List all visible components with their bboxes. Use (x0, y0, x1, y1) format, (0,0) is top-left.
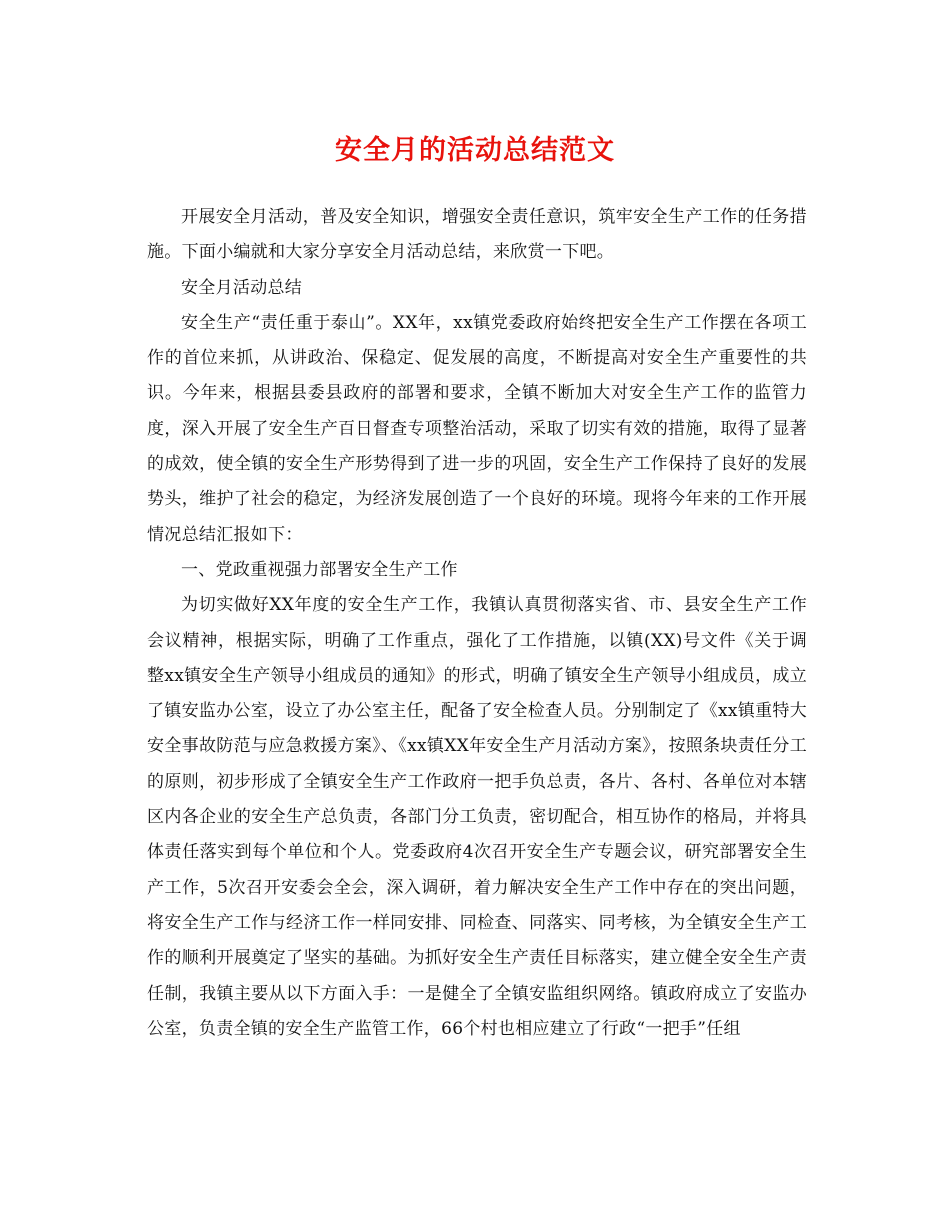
document-body (147, 200, 807, 1047)
intro-paragraph: 开展安全月活动，普及安全知识，增强安全责任意识，筑牢安全生产工作的任务措施。下面小编就和大家分享安全月活动总结，来欣赏一下吧。 (147, 207, 807, 263)
summary-paragraph: 安全生产“责任重于泰山”。XX年，xx镇党委政府始终把安全生产工作摆在各项工作的首位来抓，从讲政治、保稳定、促发展的高度，不断提高对安全生产重要性的共识。今年来，根据县委县政府的部署和要求，全镇不断加大对安全生产工作的监管力度，深入开展了安全生产百日督查专项整治活动，采取了切实有效的措施，取得了显著的成效，使全镇的安全生产形势得到了进一步的巩固，安全生产工作保持了良好的发展势头，维护了社会的稳定，为经济发展创造了一个良好的环境。现将今年来的工作开展情况总结汇报如下： (147, 312, 807, 545)
document-title: 安全月的活动总结范文 (335, 135, 615, 166)
body-paragraph: 为切实做好XX年度的安全生产工作，我镇认真贯彻落实省、市、县安全生产工作会议精神，根据实际，明确了工作重点，强化了工作措施，以镇(XX)号文件《关于调整xx镇安全生产领导小组成员的通知》的形式，明确了镇安全生产领导小组成员，成立了镇安监办公室，设立了办公室主任，配备了安全检查人员。分别制定了《xx镇重特大安全事故防范与应急救援方案》、《xx镇XX年安全生产月活动方案》，按照条块责任分工的原则，初步形成了全镇安全生产工作政府一把手负总责，各片、各村、各单位对本辖区内各企业的安全生产总负责，各部门分工负责，密切配合，相互协作的格局，并将具体责任落实到每个单位和个人。党委政府4次召开安全生产专题会议，研究部署安全生产工作，5次召开安委会全会，深入调研，着力解决安全生产工作中存在的突出问题，将安全生产工作与经济工作一样同安排、同检查、同落实、同考核，为全镇安全生产工作的顺利开展奠定了坚实的基础。为抓好安全生产责任目标落实，建立健全安全生产责任制，我镇主要从以下方面入手：一是健全了全镇安监组织网络。镇政府成立了安监办公室，负责全镇的安全生产监管工作，66个村也相应建立了行政“一把手”任组 (147, 595, 807, 1039)
section-heading: 一、党政重视强力部署安全生产工作 (181, 559, 458, 580)
section-heading: 安全月活动总结 (181, 277, 303, 298)
